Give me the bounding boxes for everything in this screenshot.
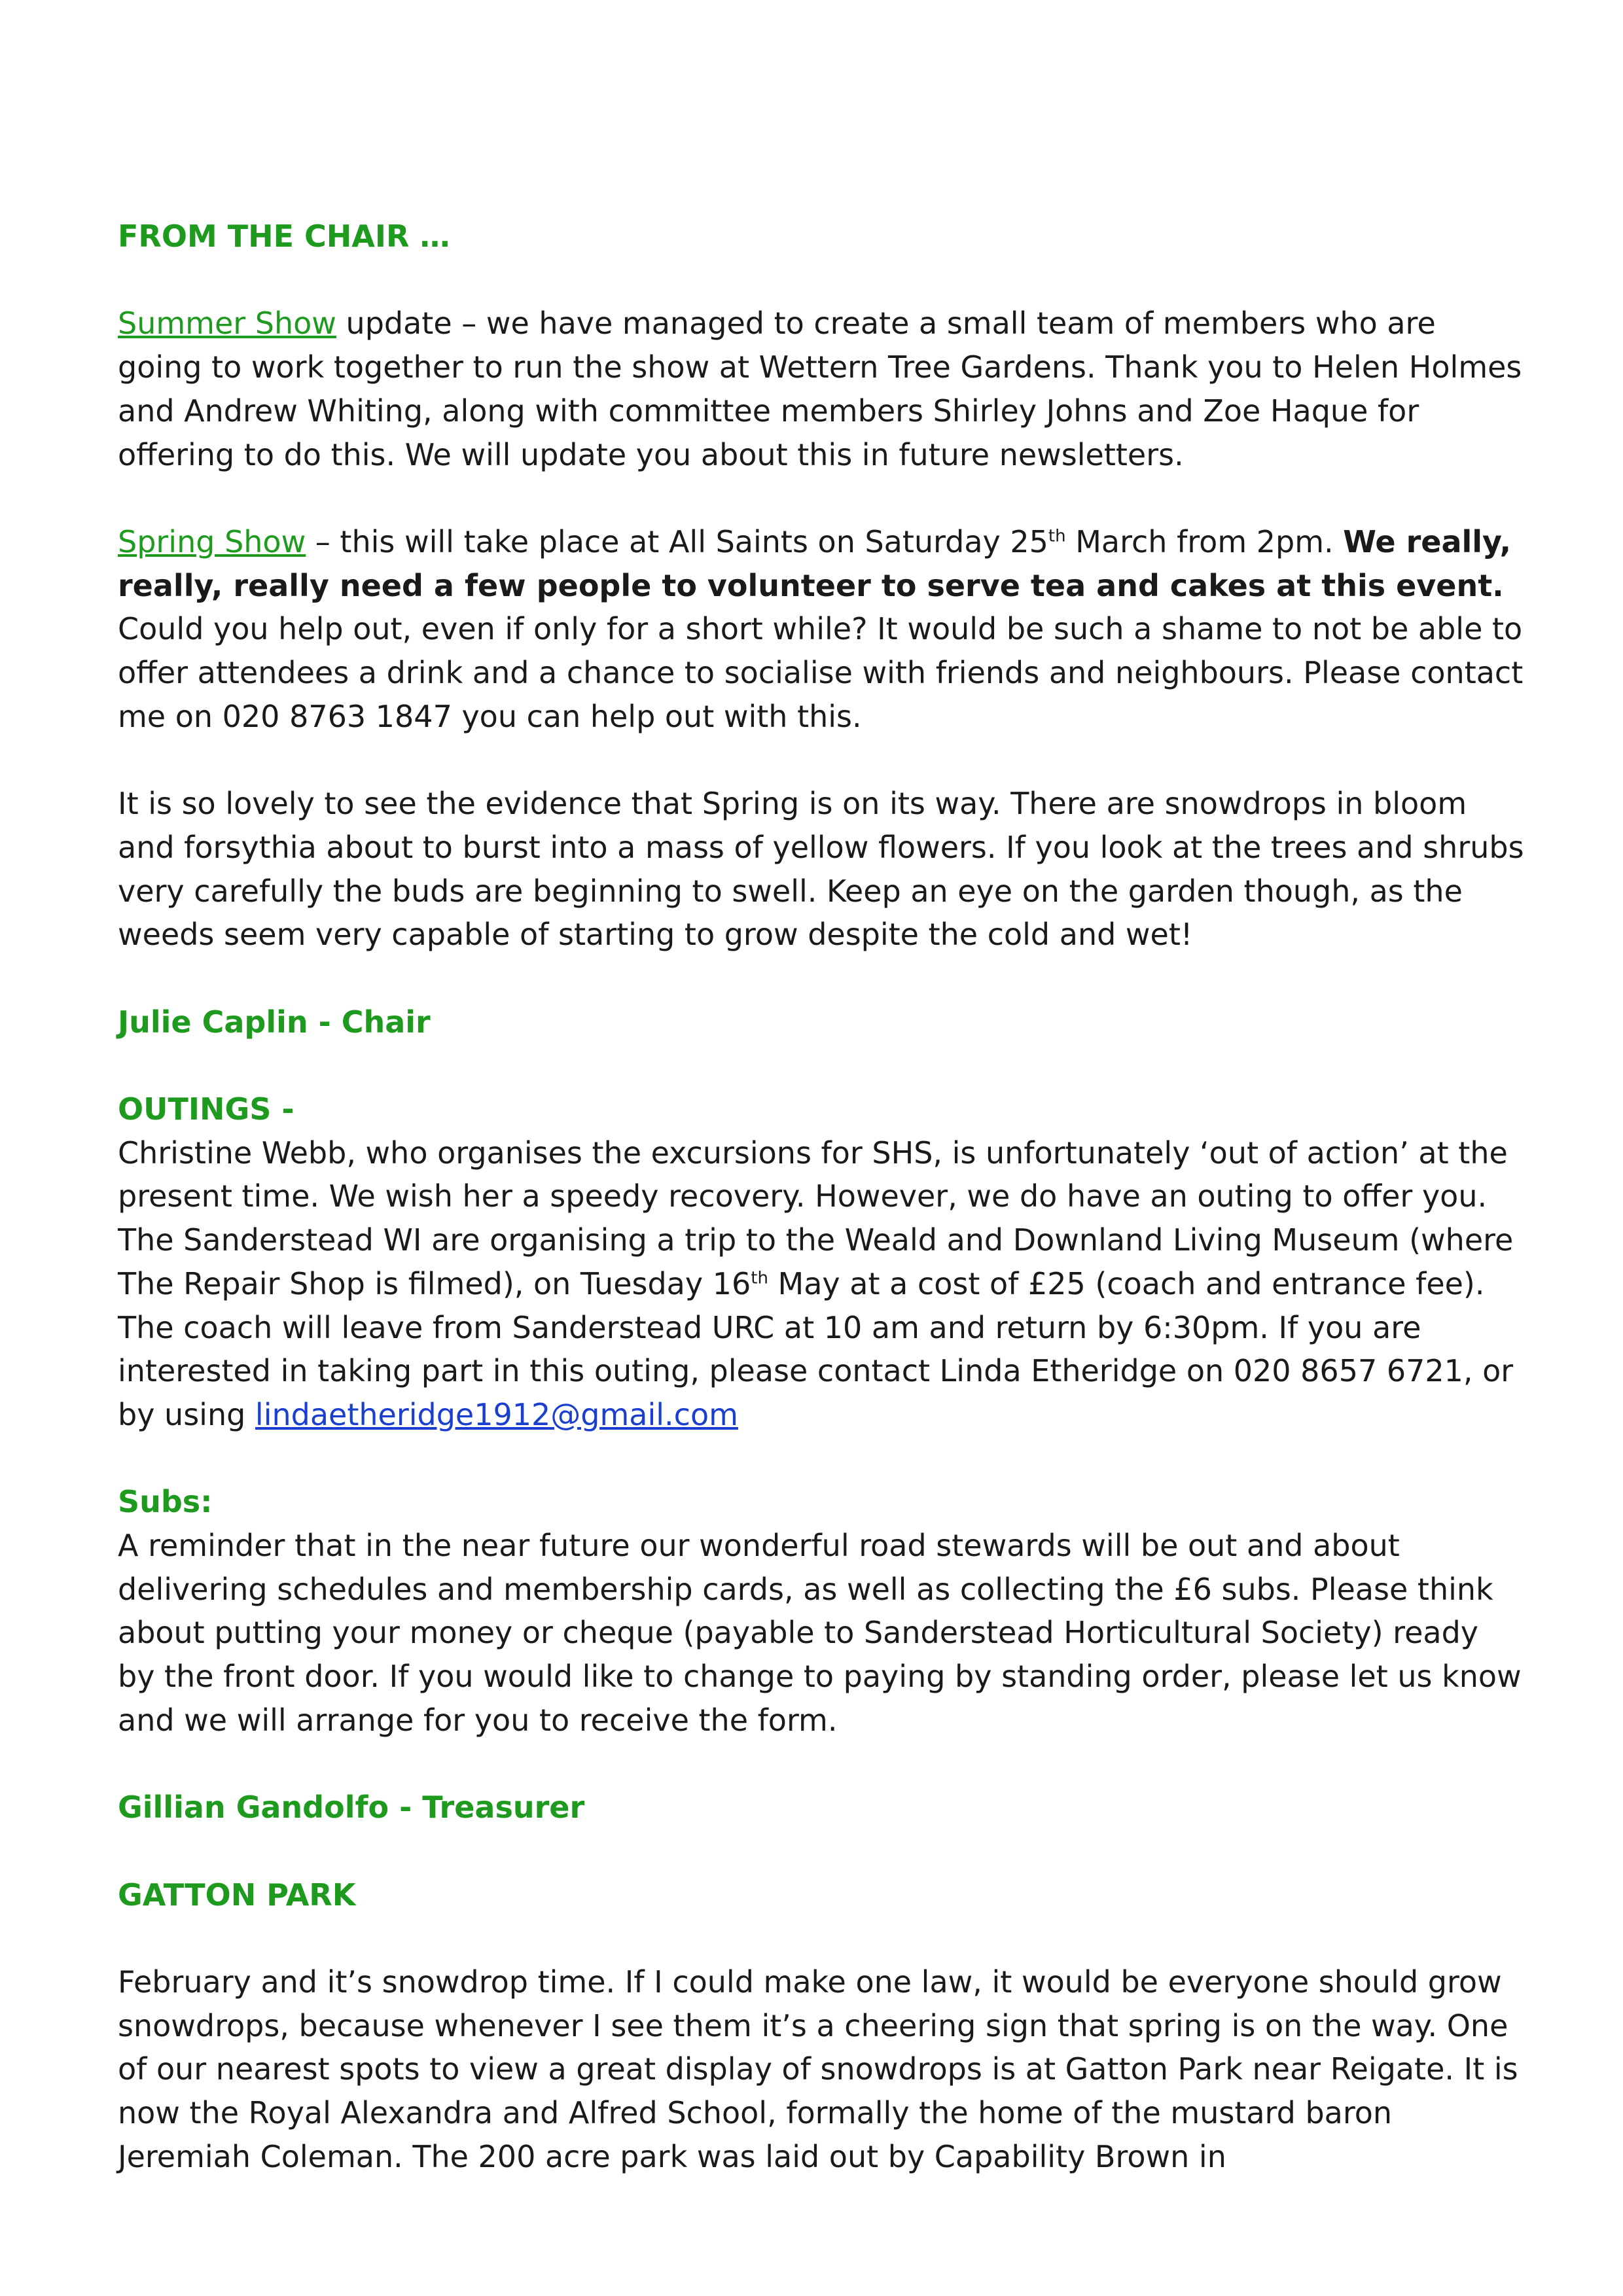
outings-sup: th xyxy=(751,1268,768,1288)
gatton-paragraph: February and it’s snowdrop time. If I could make one law, it would be everyone should grow snowdrops, because whenever I see them it’s a cheering sign that spring is on the way. One of our nearest spots to view a great display of snowdrops is at Gatton Park near Reigate. It is now the Royal Alexandra and Alfred School, formally the home of the mustard baron Jeremiah Coleman. The 200 acre park was laid out by Capability Brown in xyxy=(118,1964,1518,2174)
spring-show-link[interactable]: Spring Show xyxy=(118,523,306,559)
spring-show-text-a: – this will take place at All Saints on Saturday 25 xyxy=(306,523,1048,559)
summer-show-text: update – we have managed to create a small team of members who are going to work together to run the show at Wettern Tree Gardens. Thank you to Helen Holmes and Andrew Whiting, along with committee members Shirley Johns and Zoe Haque for offering to do this. We will update you about this in future newsletters. xyxy=(118,306,1522,472)
spring-show-sup: th xyxy=(1048,526,1066,546)
spring-show-text-c: Could you help out, even if only for a short while? It would be such a shame to not be able to offer attendees a drink and a chance to socialise with friends and neighbours. Please contact me on 020 8763 1847 you can help out with this. xyxy=(118,611,1524,734)
summer-show-link[interactable]: Summer Show xyxy=(118,306,336,342)
outings-text-b: May at a cost of £25 (coach and entrance fee). The coach will leave from Sanderstead URC at 10 am and return by 6:30pm. If you are interested in taking part in this outing, please contact Linda Etheridge on 020 8657 6721, or by using xyxy=(118,1265,1514,1432)
email-link[interactable]: lindaetheridge1912@gmail.com xyxy=(255,1396,738,1432)
subs-heading: Subs: xyxy=(118,1484,213,1520)
summer-show-paragraph xyxy=(118,302,1525,476)
spring-paragraph: It is so lovely to see the evidence that Spring is on its way. There are snowdrops in bloom and forsythia about to burst into a mass of yellow flowers. If you look at the trees and shrubs very carefully the buds are beginning to swell. Keep an eye on the garden though, as the weeds seem very capable of starting to grow despite the cold and wet! xyxy=(118,786,1524,953)
chair-heading: FROM THE CHAIR … xyxy=(118,219,450,254)
treasurer-signoff: Gillian Gandolfo - Treasurer xyxy=(118,1790,585,1826)
spring-show-paragraph xyxy=(118,520,1525,739)
subs-paragraph: A reminder that in the near future our wonderful road stewards will be out and about delivering schedules and membership cards, as well as collecting the £6 subs. Please think about putting your money or cheque (payable to Sanderstead Horticultural Society) ready by the front door. If you would like to change to paying by standing order, please let us know and we will arrange for you to receive the form. xyxy=(118,1528,1522,1738)
volunteer-request: We really, really, really need a few people to volunteer to serve tea and cakes at this event. xyxy=(118,523,1511,603)
outings-text-a: Christine Webb, who organises the excursions for SHS, is unfortunately ‘out of action’ at the present time. We wish her a speedy recovery. However, we do have an outing to offer you. The Sanderstead WI are organising a trip to the Weald and Downland Living Museum (where The Repair Shop is filmed), on Tuesday 16 xyxy=(118,1135,1514,1301)
outings-paragraph xyxy=(118,1131,1525,1437)
spring-show-text-b: March from 2pm. xyxy=(1065,523,1344,559)
newsletter-page xyxy=(118,215,1525,2179)
chair-signoff: Julie Caplin - Chair xyxy=(118,1004,431,1040)
gatton-heading: GATTON PARK xyxy=(118,1877,356,1913)
outings-heading: OUTINGS - xyxy=(118,1091,294,1127)
